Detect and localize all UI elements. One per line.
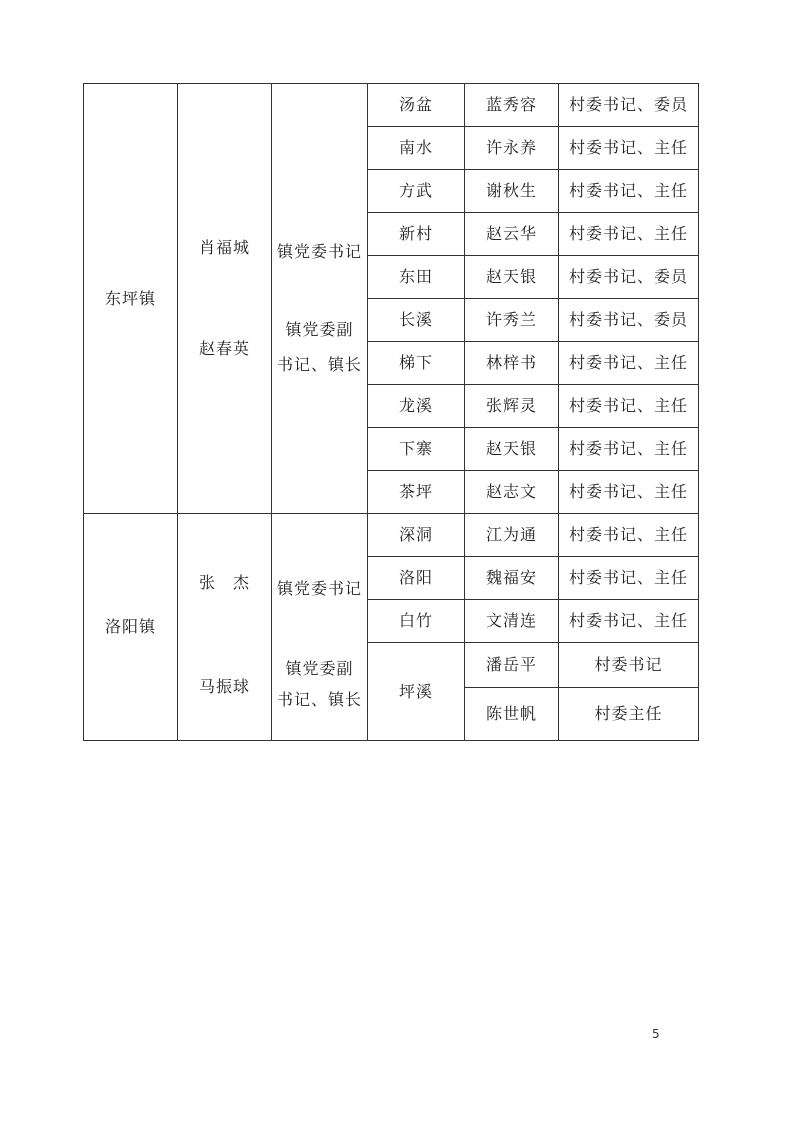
village-cell: 深洞	[368, 514, 465, 557]
leader-name: 马振球	[198, 676, 250, 696]
page-number: 5	[652, 1027, 660, 1041]
role-cell: 村委书记、委员	[559, 256, 699, 299]
role-cell: 村委书记、主任	[559, 127, 699, 170]
person-cell: 文清连	[465, 600, 559, 643]
person-cell: 陈世帆	[465, 688, 559, 741]
role-cell: 村委书记、主任	[559, 557, 699, 600]
person-cell: 赵天银	[465, 428, 559, 471]
person-cell: 潘岳平	[465, 643, 559, 688]
leader-title: 镇党委书记	[276, 578, 362, 598]
person-cell: 蓝秀容	[465, 84, 559, 127]
role-cell: 村委主任	[559, 688, 699, 741]
leader-title: 书记、镇长	[276, 355, 362, 375]
leader-name-cell	[178, 514, 272, 741]
leader-title: 镇党委副	[285, 659, 354, 679]
person-cell: 赵天银	[465, 256, 559, 299]
role-cell: 村委书记	[559, 643, 699, 688]
role-cell: 村委书记、主任	[559, 514, 699, 557]
role-cell: 村委书记、委员	[559, 299, 699, 342]
village-cell: 长溪	[368, 299, 465, 342]
role-cell: 村委书记、主任	[559, 342, 699, 385]
person-cell: 江为通	[465, 514, 559, 557]
village-cell: 新村	[368, 213, 465, 256]
person-cell: 许永养	[465, 127, 559, 170]
role-cell: 村委书记、主任	[559, 385, 699, 428]
village-cell: 下寨	[368, 428, 465, 471]
leader-title-cell	[272, 514, 368, 741]
town-cell: 东坪镇	[84, 84, 178, 514]
person-cell: 魏福安	[465, 557, 559, 600]
village-cell: 方武	[368, 170, 465, 213]
person-cell: 赵云华	[465, 213, 559, 256]
person-cell: 张辉灵	[465, 385, 559, 428]
role-cell: 村委书记、委员	[559, 84, 699, 127]
table-row	[84, 84, 699, 127]
village-cell: 东田	[368, 256, 465, 299]
role-cell: 村委书记、主任	[559, 600, 699, 643]
village-cell: 白竹	[368, 600, 465, 643]
leader-name: 赵春英	[198, 338, 250, 358]
village-cell: 龙溪	[368, 385, 465, 428]
roster-table	[83, 83, 699, 741]
leader-name: 肖福城	[198, 238, 250, 258]
person-cell: 林梓书	[465, 342, 559, 385]
leader-title: 书记、镇长	[276, 690, 362, 710]
person-cell: 赵志文	[465, 471, 559, 514]
leader-name: 张 杰	[198, 572, 250, 592]
village-cell: 茶坪	[368, 471, 465, 514]
village-cell: 洛阳	[368, 557, 465, 600]
village-cell: 梯下	[368, 342, 465, 385]
village-cell: 南水	[368, 127, 465, 170]
person-cell: 谢秋生	[465, 170, 559, 213]
role-cell: 村委书记、主任	[559, 471, 699, 514]
leader-title: 镇党委副	[285, 320, 354, 340]
village-cell: 汤盆	[368, 84, 465, 127]
leader-title: 镇党委书记	[276, 241, 362, 261]
leader-name-cell	[178, 84, 272, 514]
role-cell: 村委书记、主任	[559, 428, 699, 471]
role-cell: 村委书记、主任	[559, 213, 699, 256]
role-cell: 村委书记、主任	[559, 170, 699, 213]
leader-title-cell	[272, 84, 368, 514]
town-cell: 洛阳镇	[84, 514, 178, 741]
person-cell: 许秀兰	[465, 299, 559, 342]
village-cell: 坪溪	[368, 643, 465, 741]
table-row	[84, 514, 699, 557]
